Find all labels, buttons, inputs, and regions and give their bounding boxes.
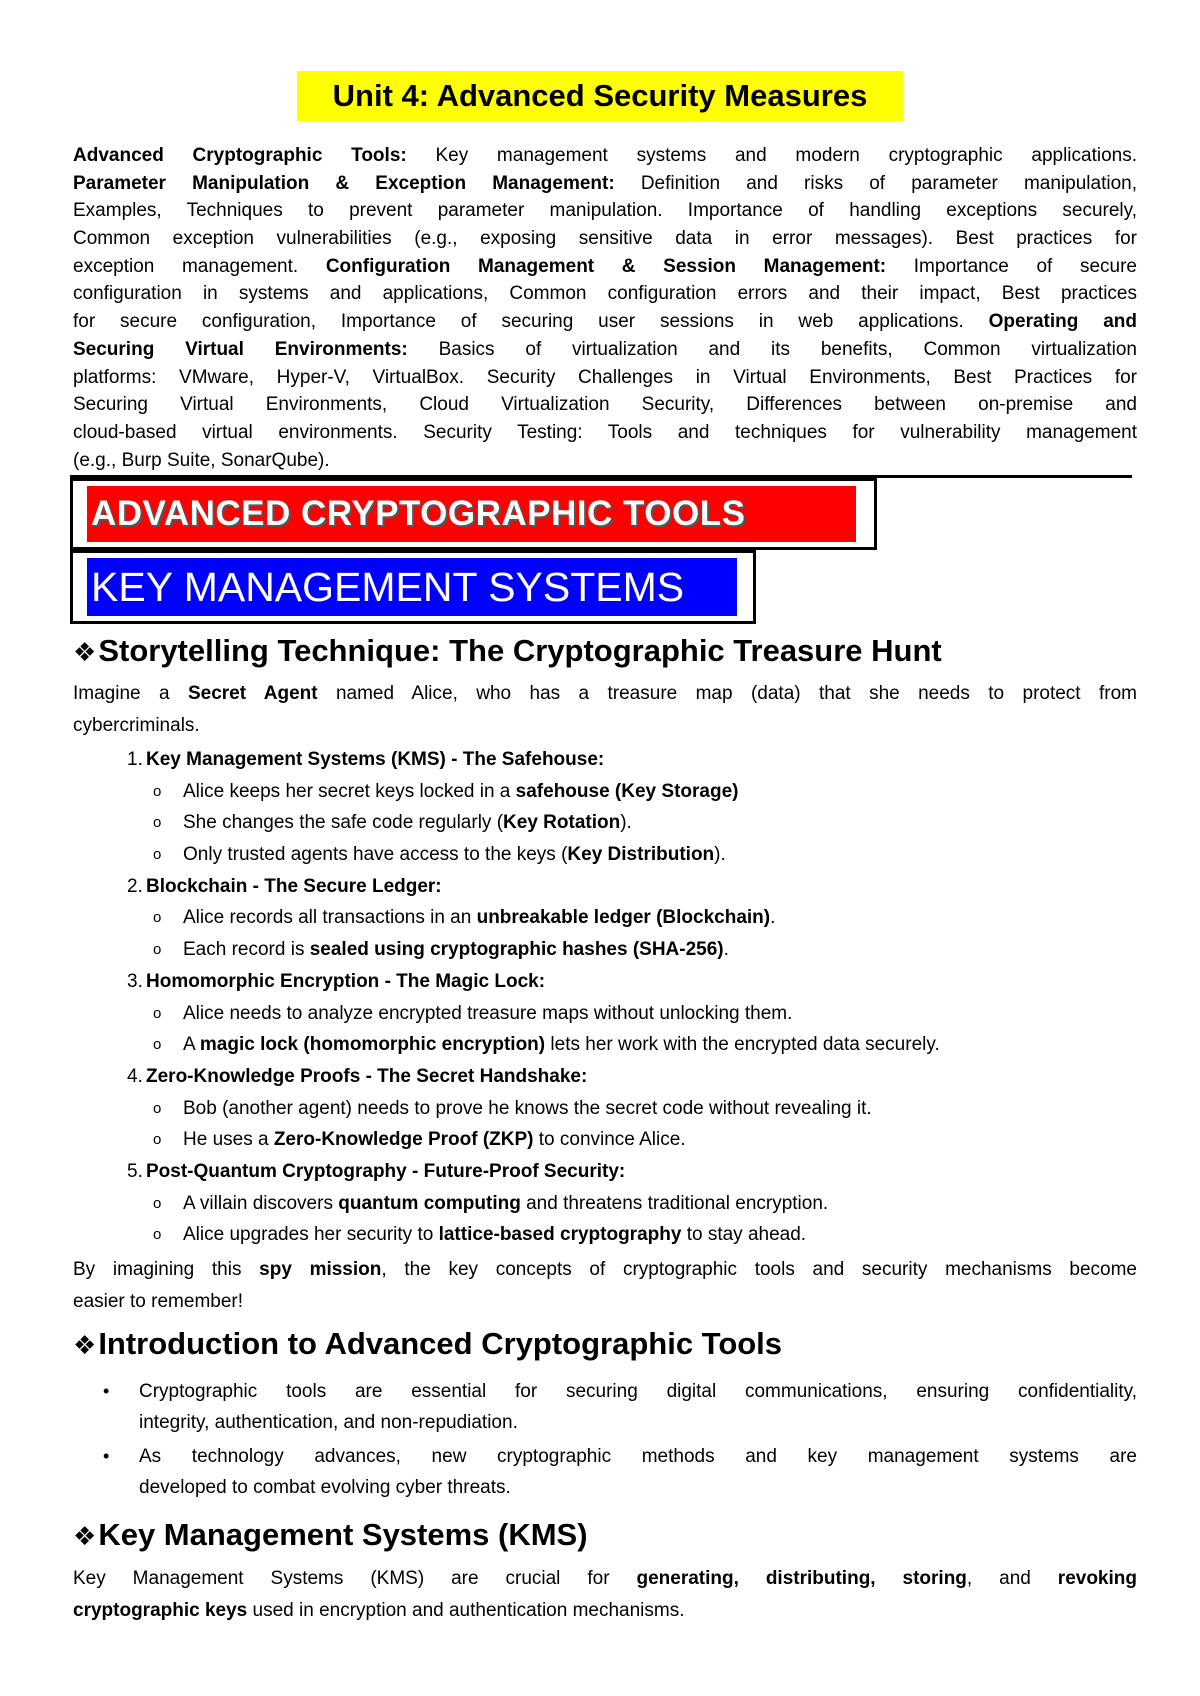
text-line bbox=[73, 1254, 1137, 1286]
text-run: Alice keeps her secret keys locked in a bbox=[183, 780, 516, 802]
bold-text: Secret Agent bbox=[187, 683, 318, 704]
text-run: Importance of secure bbox=[886, 255, 1137, 277]
text-line bbox=[73, 253, 1137, 281]
circle-bullet-icon: o bbox=[153, 814, 162, 832]
list-item bbox=[73, 966, 1137, 998]
text-run: ). bbox=[714, 844, 726, 866]
sub-item-text bbox=[183, 1188, 828, 1220]
text-run: integrity, authentication, and non-repudiation. bbox=[139, 1412, 518, 1433]
sub-list-item bbox=[73, 1124, 1137, 1156]
text-run: Alice records all transactions in an bbox=[183, 907, 477, 929]
circle-bullet-icon: o bbox=[153, 941, 162, 959]
text-run: Each record is bbox=[183, 939, 310, 961]
bold-text: magic lock (homomorphic encryption) bbox=[199, 1034, 546, 1056]
list-number: 1. bbox=[127, 749, 143, 770]
text-run: cloud-based virtual environments. Security Testing: Tools and techniques for vulnerability management bbox=[73, 421, 1137, 443]
text-run: to convince Alice. bbox=[533, 1129, 686, 1151]
text-line bbox=[73, 280, 1137, 308]
text-line bbox=[73, 336, 1137, 364]
sub-item-text bbox=[183, 776, 738, 808]
text-run: , the key concepts of cryptographic tools and security mechanisms become bbox=[381, 1259, 1137, 1280]
circle-bullet-icon: o bbox=[153, 1194, 162, 1212]
sub-item-text bbox=[183, 1219, 806, 1251]
bullet-icon: • bbox=[103, 1446, 110, 1466]
bold-text: quantum computing bbox=[338, 1192, 521, 1214]
sub-item-text bbox=[183, 839, 726, 871]
text-run: , and bbox=[966, 1568, 1058, 1589]
text-run: Only trusted agents have access to the keys ( bbox=[183, 844, 568, 866]
heading-text: Key Management Systems (KMS) bbox=[98, 1517, 588, 1552]
storytelling-heading bbox=[73, 630, 942, 672]
text-run: ). bbox=[620, 812, 632, 834]
circle-bullet-icon: o bbox=[153, 1004, 162, 1022]
text-run: for secure configuration, Importance of securing user sessions in web applications. bbox=[73, 311, 989, 333]
diamond-bullet-icon: ❖ bbox=[73, 638, 97, 668]
list-item-title: Key Management Systems (KMS) - The Safehouse: bbox=[146, 749, 605, 770]
sub-item-text bbox=[183, 902, 775, 934]
text-run: Common exception vulnerabilities (e.g., exposing sensitive data in error messages). Best practices for bbox=[73, 228, 1137, 250]
story-intro-paragraph bbox=[73, 678, 1137, 741]
text-run: used in encryption and authentication mechanisms. bbox=[247, 1599, 685, 1621]
text-line bbox=[139, 1441, 1137, 1472]
document-title: Unit 4: Advanced Security Measures bbox=[297, 71, 903, 121]
list-number: 2. bbox=[127, 875, 143, 897]
list-number: 5. bbox=[127, 1160, 143, 1182]
text-run: lets her work with the encrypted data securely. bbox=[545, 1034, 940, 1056]
bold-text: revoking bbox=[1057, 1568, 1137, 1589]
sub-list-item bbox=[73, 1093, 1137, 1125]
list-number: 4. bbox=[127, 1065, 143, 1087]
text-run: Basics of virtualization and its benefits, Common virtualization bbox=[407, 338, 1138, 360]
bold-text: Advanced Cryptographic Tools: bbox=[73, 145, 407, 166]
bold-text: Key Rotation bbox=[503, 812, 621, 834]
text-run: (e.g., Burp Suite, SonarQube). bbox=[73, 449, 330, 471]
text-line bbox=[73, 678, 1137, 710]
kms-heading bbox=[73, 1514, 588, 1556]
text-run: Cryptographic tools are essential for securing digital communications, ensuring confidentiality, bbox=[139, 1381, 1137, 1402]
text-line bbox=[73, 1286, 1137, 1318]
bold-text: Zero-Knowledge Proof (ZKP) bbox=[273, 1129, 534, 1151]
text-run: Alice upgrades her security to bbox=[183, 1224, 439, 1246]
text-run: . bbox=[770, 907, 776, 929]
text-run: As technology advances, new cryptographic methods and key management systems are bbox=[139, 1446, 1137, 1467]
text-line bbox=[73, 308, 1137, 336]
heading-text: Introduction to Advanced Cryptographic Tools bbox=[98, 1326, 783, 1361]
text-run: developed to combat evolving cyber threats. bbox=[139, 1477, 511, 1498]
sub-list-item bbox=[73, 1188, 1137, 1220]
bold-text: cryptographic keys bbox=[73, 1599, 248, 1621]
circle-bullet-icon: o bbox=[153, 782, 162, 800]
text-line bbox=[73, 364, 1137, 392]
circle-bullet-icon: o bbox=[153, 1226, 162, 1244]
text-run: She changes the safe code regularly ( bbox=[183, 812, 504, 834]
text-line bbox=[73, 391, 1137, 419]
list-item bbox=[73, 744, 1137, 776]
list-item-title: Post-Quantum Cryptography - Future-Proof Security: bbox=[146, 1160, 626, 1182]
text-line bbox=[73, 225, 1137, 253]
subsection-banner-key-management-systems: KEY MANAGEMENT SYSTEMS bbox=[87, 558, 737, 616]
circle-bullet-icon: o bbox=[153, 909, 162, 927]
bold-text: safehouse (Key Storage) bbox=[515, 780, 739, 802]
bullet-icon: • bbox=[103, 1381, 110, 1401]
heading-text: Storytelling Technique: The Cryptographic Treasure Hunt bbox=[98, 633, 942, 668]
sub-item-text bbox=[183, 807, 632, 839]
sub-list-item bbox=[73, 1219, 1137, 1251]
bold-text: Securing Virtual Environments: bbox=[73, 338, 408, 360]
bold-text: unbreakable ledger (Blockchain) bbox=[476, 907, 771, 929]
story-closing-paragraph bbox=[73, 1254, 1137, 1317]
sub-item-text bbox=[183, 1124, 686, 1156]
sub-list-item bbox=[73, 839, 1137, 871]
text-run: to stay ahead. bbox=[681, 1224, 807, 1246]
circle-bullet-icon: o bbox=[153, 1036, 162, 1054]
text-line bbox=[73, 1595, 1137, 1627]
intro-bullet-list bbox=[73, 1376, 1137, 1506]
subsection-banner-frame bbox=[70, 550, 756, 624]
bold-text: spy mission bbox=[259, 1259, 382, 1280]
bold-text: sealed using cryptographic hashes (SHA-256) bbox=[309, 939, 724, 961]
text-run: exception management. bbox=[73, 255, 326, 277]
list-item bbox=[73, 1156, 1137, 1188]
list-number: 3. bbox=[127, 970, 143, 992]
bold-text: Operating and bbox=[988, 311, 1137, 333]
section-banner-advanced-cryptographic-tools: ADVANCED CRYPTOGRAPHIC TOOLS bbox=[87, 486, 856, 542]
text-run: Examples, Techniques to prevent parameter manipulation. Importance of handling exceptions securely, bbox=[73, 200, 1137, 222]
sub-list-item bbox=[73, 1029, 1137, 1061]
text-line bbox=[73, 419, 1137, 447]
story-numbered-list bbox=[73, 744, 1137, 1251]
text-run: A bbox=[183, 1034, 200, 1056]
sub-item-text bbox=[183, 1093, 872, 1125]
sub-item-text bbox=[183, 998, 792, 1030]
bullet-item bbox=[73, 1376, 1137, 1438]
text-run: Securing Virtual Environments, Cloud Virtualization Security, Differences between on-premise and bbox=[73, 394, 1137, 416]
text-line bbox=[139, 1376, 1137, 1407]
bold-text: Key Distribution bbox=[567, 844, 715, 866]
text-run: . bbox=[723, 939, 729, 961]
text-line bbox=[73, 710, 1137, 742]
text-line bbox=[73, 447, 1137, 475]
list-item bbox=[73, 1061, 1137, 1093]
diamond-bullet-icon: ❖ bbox=[73, 1331, 97, 1361]
circle-bullet-icon: o bbox=[153, 1131, 162, 1149]
list-item-title: Blockchain - The Secure Ledger: bbox=[146, 875, 442, 897]
bullet-item bbox=[73, 1441, 1137, 1503]
list-item bbox=[73, 871, 1137, 903]
bold-text: generating, distributing, storing bbox=[636, 1568, 967, 1589]
text-run: named Alice, who has a treasure map (data) that she needs to protect from bbox=[317, 683, 1137, 704]
text-run: Alice needs to analyze encrypted treasure maps without unlocking them. bbox=[183, 1002, 793, 1024]
text-line bbox=[139, 1472, 1137, 1503]
text-run: He uses a bbox=[183, 1129, 274, 1151]
sub-list-item bbox=[73, 998, 1137, 1030]
text-run: easier to remember! bbox=[73, 1290, 244, 1312]
text-run: and threatens traditional encryption. bbox=[520, 1192, 829, 1214]
diamond-bullet-icon: ❖ bbox=[73, 1522, 97, 1552]
syllabus-paragraph bbox=[73, 142, 1137, 474]
text-run: By imagining this bbox=[73, 1259, 260, 1280]
text-run: Definition and risks of parameter manipulation, bbox=[614, 172, 1137, 194]
text-run: A villain discovers bbox=[183, 1192, 339, 1214]
circle-bullet-icon: o bbox=[153, 1099, 162, 1117]
sub-item-text bbox=[183, 934, 729, 966]
sub-list-item bbox=[73, 776, 1137, 808]
text-line bbox=[73, 1563, 1137, 1595]
kms-paragraph bbox=[73, 1563, 1137, 1626]
circle-bullet-icon: o bbox=[153, 846, 162, 864]
sub-list-item bbox=[73, 902, 1137, 934]
bold-text: Configuration Management & Session Management: bbox=[325, 255, 887, 277]
text-run: Key management systems and modern cryptographic applications. bbox=[406, 145, 1137, 166]
text-run: Imagine a bbox=[73, 683, 188, 704]
text-run: platforms: VMware, Hyper-V, VirtualBox. Security Challenges in Virtual Environments, Best Practices for bbox=[73, 366, 1137, 388]
text-line bbox=[73, 142, 1137, 170]
sub-list-item bbox=[73, 934, 1137, 966]
sub-item-text bbox=[183, 1029, 940, 1061]
list-item-title: Homomorphic Encryption - The Magic Lock: bbox=[146, 970, 546, 992]
bold-text: Parameter Manipulation & Exception Management: bbox=[73, 172, 615, 194]
text-run: Bob (another agent) needs to prove he knows the secret code without revealing it. bbox=[183, 1097, 872, 1119]
sub-list-item bbox=[73, 807, 1137, 839]
text-run: configuration in systems and applications, Common configuration errors and their impact, Best practices bbox=[73, 283, 1137, 305]
text-line bbox=[73, 197, 1137, 225]
bold-text: lattice-based cryptography bbox=[438, 1224, 682, 1246]
text-line bbox=[73, 170, 1137, 198]
text-run: Key Management Systems (KMS) are crucial for bbox=[73, 1568, 637, 1589]
text-line bbox=[139, 1407, 1137, 1438]
intro-tools-heading bbox=[73, 1323, 782, 1365]
section-banner-frame bbox=[70, 478, 877, 550]
list-item-title: Zero-Knowledge Proofs - The Secret Handshake: bbox=[146, 1065, 588, 1087]
text-run: cybercriminals. bbox=[73, 714, 200, 736]
